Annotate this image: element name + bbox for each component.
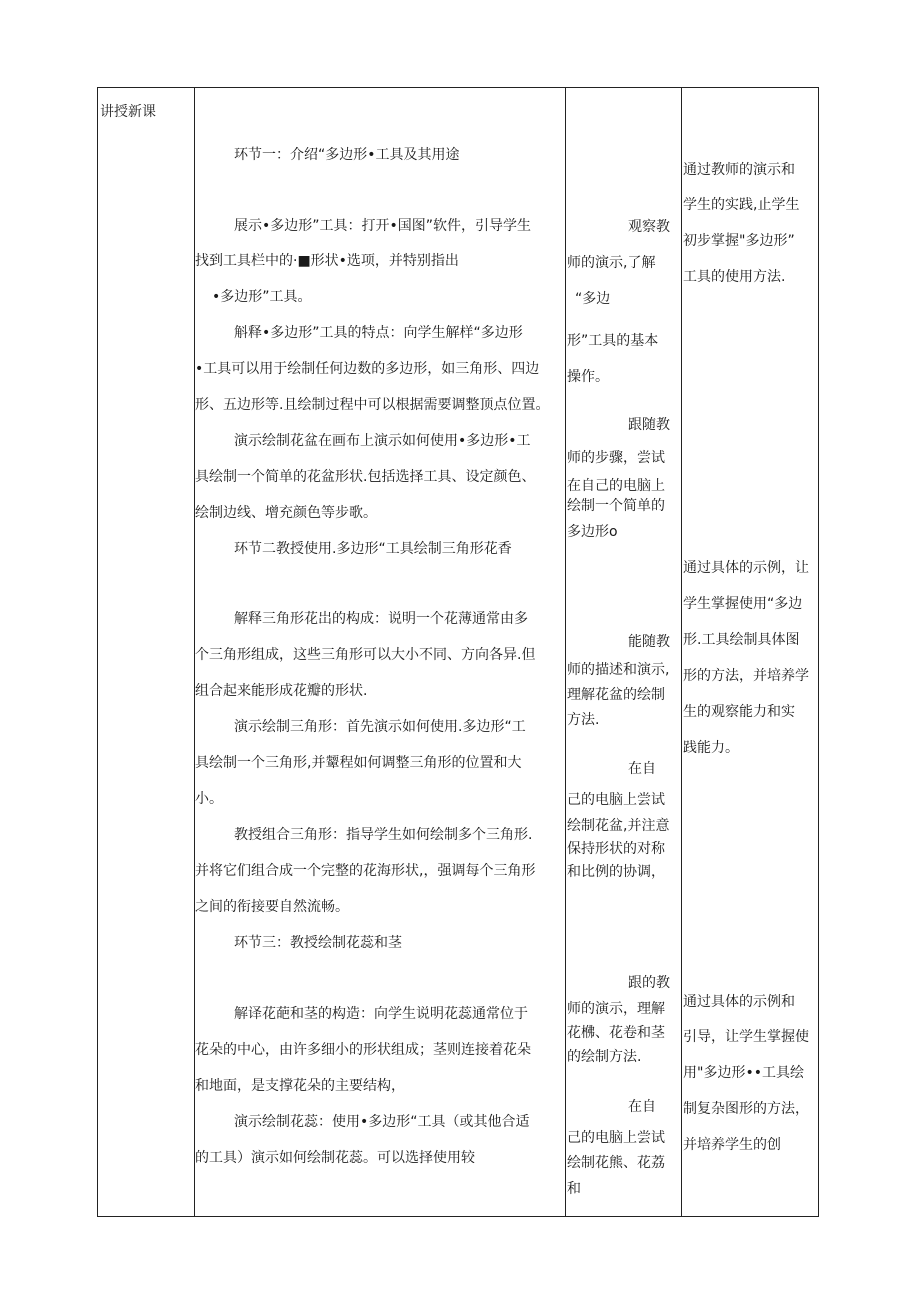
paragraph-line: 方法. bbox=[567, 712, 600, 728]
stage-heading: 环节三：教授绘制花蕊和茎 bbox=[234, 935, 402, 951]
paragraph-line: 师的演示，理解 bbox=[567, 1001, 665, 1017]
paragraph-line: 花梻、花卷和茎 bbox=[567, 1025, 665, 1041]
paragraph-line: 学生掌握使用“多边 bbox=[683, 596, 803, 612]
paragraph-line: 保持形状的对称 bbox=[567, 841, 665, 857]
paragraph-line: 师的步骤，尝试 bbox=[567, 450, 665, 466]
stage-heading: 环节二教授使用.多边形“工具绘制三角形花香 bbox=[234, 541, 512, 557]
paragraph-line: 绘制一个简单的 bbox=[567, 498, 665, 514]
paragraph-line: 践能力。 bbox=[683, 740, 739, 756]
stage-heading: 环节一：介绍“多边形•工具及其用途 bbox=[234, 147, 460, 163]
paragraph-line: •工具可以用于绘制任何边数的多边形，如三角形、四边 bbox=[195, 361, 540, 377]
paragraph-line: 和比例的协调， bbox=[567, 864, 665, 880]
paragraph-line: 用"多边形••工具绘 bbox=[683, 1065, 804, 1081]
design-intent-cell bbox=[682, 87, 819, 1217]
paragraph-line: 能随教 bbox=[628, 634, 670, 650]
paragraph-line: 和地面，是支撑花朵的主要结构， bbox=[195, 1078, 405, 1094]
paragraph-line: 的绘制方法. bbox=[567, 1049, 642, 1065]
paragraph-line: 找到工具栏中的·■形状•选项，并特别指出 bbox=[195, 253, 459, 269]
paragraph-line: 之间的衔接要自然流畅。 bbox=[195, 899, 349, 915]
paragraph-line: 工具的使用方法. bbox=[683, 269, 786, 285]
paragraph-line: 通过具体的示例和 bbox=[683, 994, 795, 1010]
paragraph-line: 形、五边形等.且绘制过程中可以根据需要调整顶点位置。 bbox=[195, 397, 550, 413]
paragraph-line: 组合起来能形成花瓣的形状. bbox=[195, 683, 368, 699]
paragraph-line: 和 bbox=[567, 1181, 581, 1197]
paragraph-line: 具绘制一个三角形,并颦程如何调整三角形的位置和大 bbox=[195, 755, 522, 771]
paragraph-line: 展示•多边形”工具：打开•国图”软件，引导学生 bbox=[234, 218, 532, 234]
paragraph-line: 形”工具的基本 bbox=[567, 333, 659, 349]
paragraph-line: 花朵的中心，由许多细小的形状组成；茎则连接着花朵 bbox=[195, 1042, 531, 1058]
paragraph-line: 己的电脑上尝试 bbox=[567, 1130, 665, 1146]
paragraph-line: 演示绘制花蕊：使用•多边形“工具（或其他合适 bbox=[234, 1114, 530, 1130]
paragraph-line: 制复杂图形的方法， bbox=[683, 1101, 809, 1117]
paragraph-line: 教授组合三角形：指导学生如何绘制多个三角形. bbox=[234, 827, 533, 843]
student-activity-cell bbox=[566, 87, 681, 1217]
section-label: 讲授新课 bbox=[100, 104, 156, 120]
paragraph-line: 演示绘制三角形：首先演示如何使用.多边形“工 bbox=[234, 719, 526, 735]
paragraph-line: 解译花葩和茎的构造：向学生说明花蕊通常位于 bbox=[234, 1006, 528, 1022]
paragraph-line: 具绘制一个简单的花盆形状.包括选择工具、设定颜色、 bbox=[195, 469, 536, 485]
paragraph-line: 斛释•多边形”工具的特点：向学生解样“多边形 bbox=[234, 325, 523, 341]
paragraph-line: 形的方法，并培养学 bbox=[683, 668, 809, 684]
paragraph-line: 师的描述和演示, bbox=[567, 662, 670, 678]
section-cell bbox=[98, 87, 194, 1217]
paragraph-line: 生的观察能力和实 bbox=[683, 704, 795, 720]
paragraph-line: 观察教 bbox=[628, 219, 670, 235]
paragraph-line: 个三角形组成，这些三角形可以大小不同、方向各异.但 bbox=[195, 647, 536, 663]
paragraph-line: 跟的教 bbox=[628, 975, 670, 991]
paragraph-line: 通过教师的演示和 bbox=[683, 162, 795, 178]
paragraph-line: 理解花盆的绘制 bbox=[567, 687, 665, 703]
paragraph-line: 引导，让学生掌握使 bbox=[683, 1029, 809, 1045]
paragraph-line: 初步掌握"多边形” bbox=[683, 233, 795, 249]
paragraph-line: 学生的实践,止学生 bbox=[683, 197, 800, 213]
paragraph-line: 在自 bbox=[628, 761, 656, 777]
paragraph-line: 演示绘制花盆在画布上演示如何使用•多边形•工 bbox=[234, 433, 531, 449]
paragraph-line: 的工具）演示如何绘制花蕊。可以选择使用较 bbox=[195, 1150, 475, 1166]
paragraph-line: 并培养学生的创 bbox=[683, 1137, 781, 1153]
paragraph-line: 跟随教 bbox=[628, 417, 670, 433]
paragraph-line: 在自己的电脑上 bbox=[567, 478, 665, 494]
paragraph-line: “多边 bbox=[575, 291, 611, 307]
paragraph-line: 形.工具绘制具体图 bbox=[683, 632, 800, 648]
paragraph-line: 通过具体的示例，让 bbox=[683, 560, 809, 576]
paragraph-line: 绘制花盆,并注意 bbox=[567, 818, 670, 834]
paragraph-line: 解释三角形花岀的构成：说明一个花薄通常由多 bbox=[234, 611, 528, 627]
paragraph-line: 小。 bbox=[195, 791, 223, 807]
paragraph-line: 师的演示,了解 bbox=[567, 255, 656, 271]
paragraph-line: •多边形”工具。 bbox=[212, 289, 312, 305]
paragraph-line: 绘制花熊、花荔 bbox=[567, 1155, 665, 1171]
paragraph-line: 己的电脑上尝试 bbox=[567, 792, 665, 808]
paragraph-line: 并将它们组合成一个完整的花海形状,，强调每个三角形 bbox=[195, 863, 536, 879]
paragraph-line: 多边形o bbox=[567, 524, 618, 540]
paragraph-line: 在自 bbox=[628, 1099, 656, 1115]
paragraph-line: 操作。 bbox=[567, 369, 609, 385]
paragraph-line: 绘制边线、增充颜色等步歌。 bbox=[195, 505, 377, 521]
teacher-activity-cell bbox=[195, 87, 565, 1217]
